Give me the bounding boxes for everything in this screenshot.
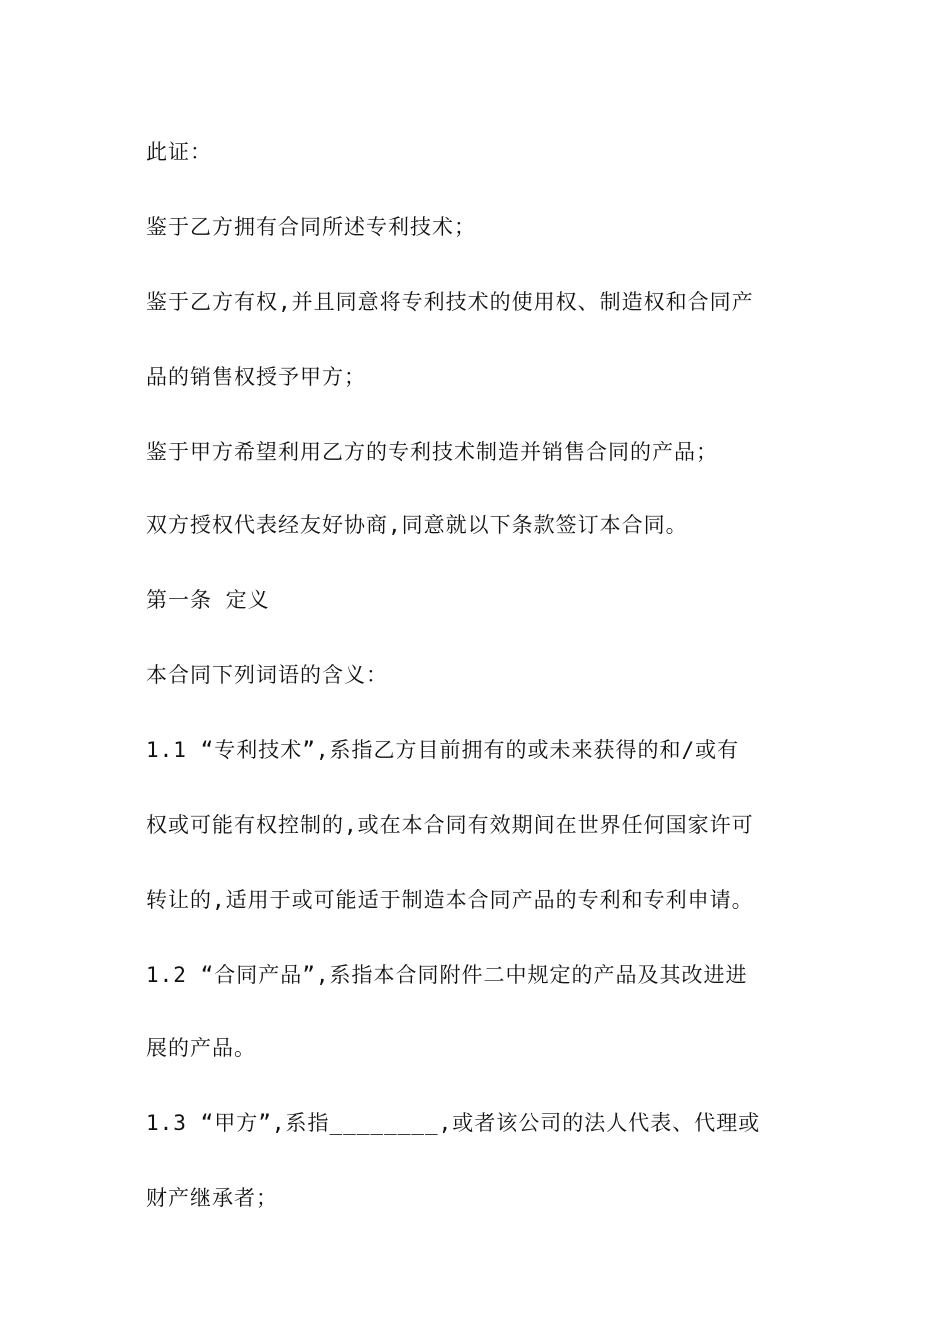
- text-line-2: 鉴于乙方拥有合同所述专利技术；: [146, 215, 476, 239]
- text-line-8: 本合同下列词语的含义：: [146, 663, 388, 687]
- text-line-1: 此证：: [146, 140, 212, 164]
- text-line-6: 双方授权代表经友好协商,同意就以下条款签订本合同。: [146, 513, 688, 537]
- section-heading: 第一条 定义: [146, 588, 270, 612]
- text-line-14: 1.3 “甲方”,系指________,或者该公司的法人代表、代理或: [146, 1111, 761, 1135]
- text-line-15: 财产继承者；: [146, 1186, 278, 1210]
- text-line-10: 权或可能有权控制的,或在本合同有效期间在世界任何国家许可: [146, 813, 754, 837]
- text-line-12: 1.2 “合同产品”,系指本合同附件二中规定的产品及其改进进: [146, 963, 748, 987]
- text-line-11: 转让的,适用于或可能适于制造本合同产品的专利和专利申请。: [146, 888, 754, 912]
- text-line-5: 鉴于甲方希望利用乙方的专利技术制造并销售合同的产品；: [146, 440, 718, 464]
- text-line-13: 展的产品。: [146, 1036, 256, 1060]
- text-line-9: 1.1 “专利技术”,系指乙方目前拥有的或未来获得的和/或有: [146, 738, 740, 762]
- text-line-4: 品的销售权授予甲方；: [146, 365, 366, 389]
- text-line-3: 鉴于乙方有权,并且同意将专利技术的使用权、制造权和合同产: [146, 290, 754, 314]
